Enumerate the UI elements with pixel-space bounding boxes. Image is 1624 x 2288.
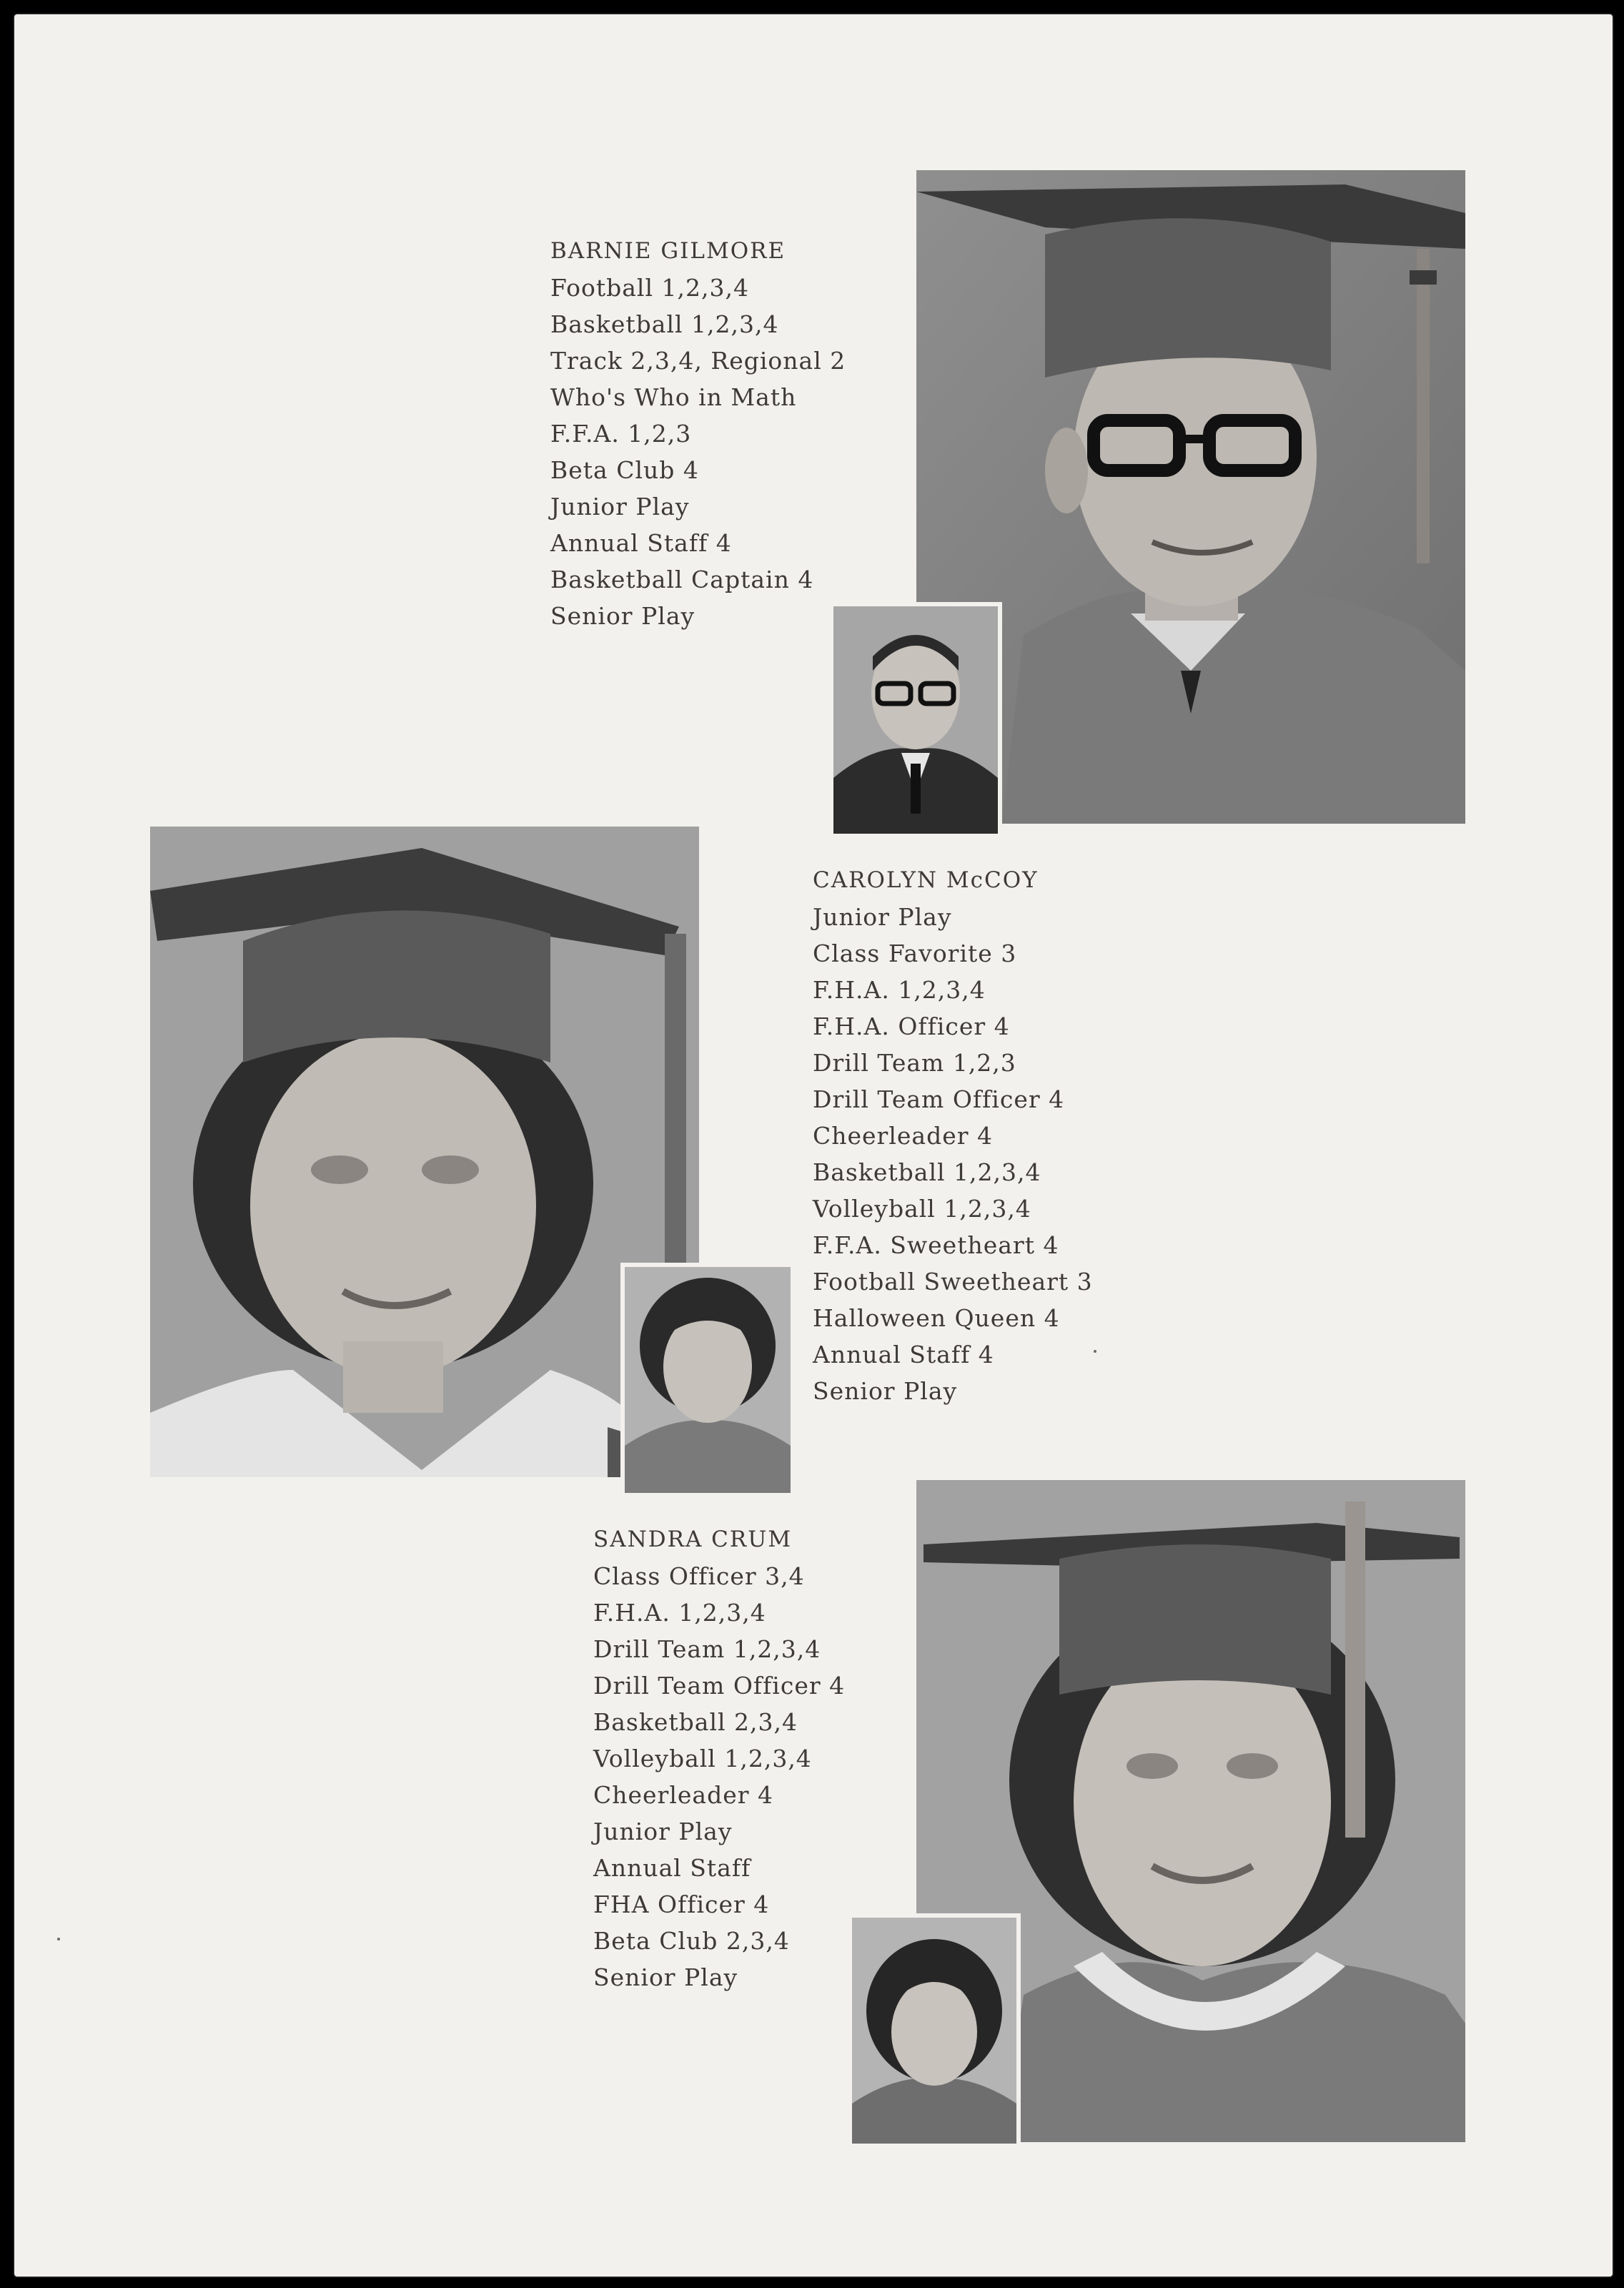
activity-item: Senior Play (550, 602, 695, 630)
activity-item: Junior Play (813, 903, 952, 931)
senior-photo-carolyn-mccoy (620, 1263, 795, 1497)
student-name: BARNIE GILMORE (550, 238, 786, 264)
activity-item: F.F.A. 1,2,3 (550, 420, 692, 448)
senior-photo-image (852, 1918, 1016, 2144)
activity-item: Drill Team 1,2,3,4 (593, 1635, 821, 1663)
activity-item: FHA Officer 4 (593, 1890, 770, 1918)
activity-item: Class Favorite 3 (813, 940, 1017, 967)
activity-item: Basketball Captain 4 (550, 566, 814, 593)
activity-item: Class Officer 3,4 (593, 1562, 805, 1590)
portrait-image (150, 827, 699, 1477)
activity-item: Annual Staff (593, 1854, 751, 1882)
graduation-portrait-carolyn-mccoy (150, 827, 699, 1477)
senior-photo-barnie-gilmore (829, 602, 1002, 838)
student-bio-sandra-crum (593, 1522, 845, 1996)
student-bio-barnie-gilmore (550, 233, 846, 634)
activity-item: Annual Staff 4 (550, 529, 732, 557)
activity-item: Annual Staff 4 (813, 1341, 994, 1369)
activity-item: Senior Play (593, 1963, 738, 1991)
print-speck (1094, 1350, 1096, 1353)
activity-item: F.H.A. 1,2,3,4 (593, 1599, 766, 1627)
activity-item: F.H.A. 1,2,3,4 (813, 976, 986, 1004)
activity-item: F.F.A. Sweetheart 4 (813, 1231, 1059, 1259)
activity-item: F.H.A. Officer 4 (813, 1012, 1010, 1040)
senior-photo-image (833, 606, 998, 834)
print-speck (57, 1938, 60, 1941)
student-name: CAROLYN McCOY (813, 867, 1039, 893)
activity-item: Volleyball 1,2,3,4 (813, 1195, 1031, 1223)
activity-item: Junior Play (593, 1818, 733, 1845)
activity-item: Drill Team 1,2,3 (813, 1049, 1016, 1077)
activity-item: Drill Team Officer 4 (813, 1085, 1065, 1113)
activity-item: Cheerleader 4 (813, 1122, 994, 1150)
activity-item: Drill Team Officer 4 (593, 1672, 846, 1700)
activity-item: Cheerleader 4 (593, 1781, 774, 1809)
activity-item: Volleyball 1,2,3,4 (593, 1745, 812, 1772)
activity-item: Who's Who in Math (550, 383, 797, 411)
student-bio-carolyn-mccoy (813, 862, 1093, 1409)
activity-item: Track 2,3,4, Regional 2 (550, 347, 846, 375)
activity-item: Senior Play (813, 1377, 958, 1405)
activity-item: Beta Club 2,3,4 (593, 1927, 790, 1955)
yearbook-page (13, 13, 1614, 2278)
activity-item: Junior Play (550, 493, 690, 521)
activity-item: Basketball 1,2,3,4 (813, 1158, 1041, 1186)
senior-photo-image (625, 1267, 791, 1493)
activity-item: Halloween Queen 4 (813, 1304, 1060, 1332)
activity-item: Basketball 1,2,3,4 (550, 310, 779, 338)
activity-item: Basketball 2,3,4 (593, 1708, 798, 1736)
senior-photo-sandra-crum (848, 1913, 1021, 2148)
activity-item: Beta Club 4 (550, 456, 699, 484)
activity-item: Football 1,2,3,4 (550, 274, 749, 302)
student-name: SANDRA CRUM (593, 1527, 793, 1552)
activity-item: Football Sweetheart 3 (813, 1268, 1093, 1296)
